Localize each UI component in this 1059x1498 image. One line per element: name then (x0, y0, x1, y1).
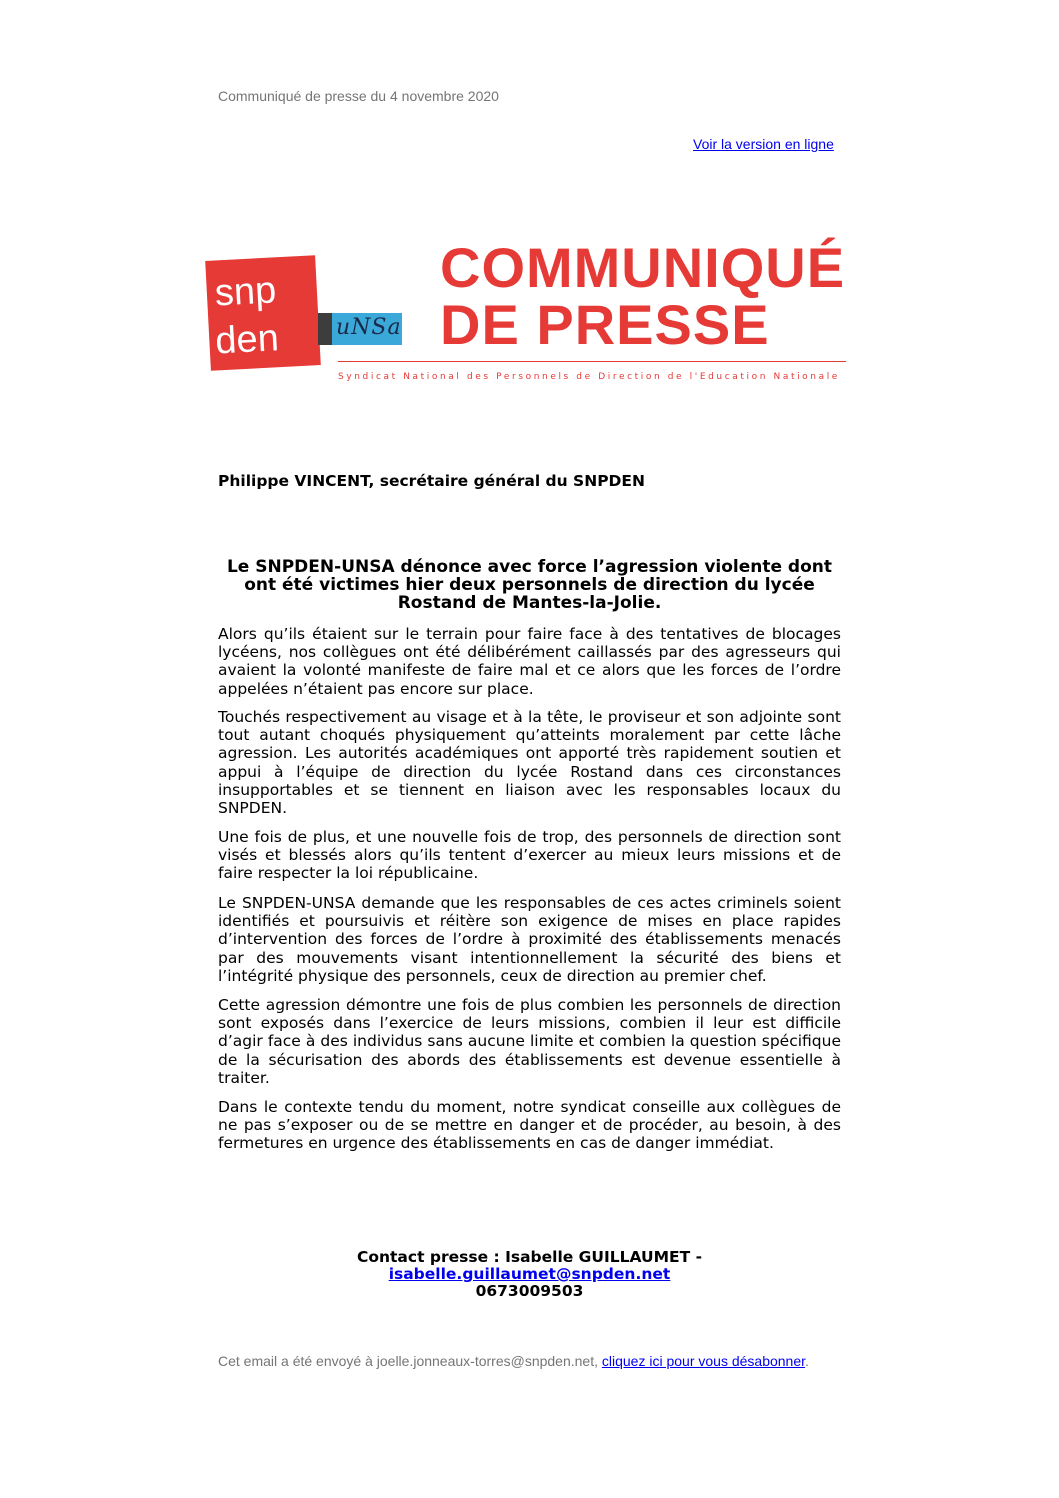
footer-end: . (805, 1353, 809, 1369)
contact-email-link[interactable]: isabelle.guillaumet@snpden.net (388, 1265, 671, 1283)
press-contact (218, 1249, 841, 1300)
banner-tagline: Syndicat National des Personnels de Direction de l'Education Nationale (338, 372, 840, 382)
unsa-logo (318, 313, 418, 345)
snpden-logo (205, 255, 321, 371)
body-paragraph: Alors qu’ils étaient sur le terrain pour faire face à des tentatives de blocages lycéens, nos collègues ont été délibérément caillassés par des agresseurs qui avaient la volonté manifeste de faire mal et ce alors que les forces de l’ordre appelées n’étaient pas encore sur place. (218, 625, 841, 698)
author-line: Philippe VINCENT, secrétaire général du SNPDEN (218, 472, 645, 490)
body-paragraph: Touchés respectivement au visage et à la tête, le proviseur et son adjointe sont tout autant choqués physiquement qu’atteints moralement par cette lâche agression. Les autorités académiques ont apporté très rapidement soutien et appui à l’équipe de direction du lycée Rostand dans ces circonstances insupportables et se tiennent en liaison avec les responsables locaux du SNPDEN. (218, 708, 841, 818)
banner-divider (338, 361, 846, 362)
headline: Le SNPDEN-UNSA dénonce avec force l’agression violente dont ont été victimes hier deux personnels de direction du lycée Rostand de Mantes-la-Jolie. (226, 557, 833, 613)
unsubscribe-link[interactable]: cliquez ici pour vous désabonner (601, 1353, 806, 1369)
view-online-link[interactable]: Voir la version en ligne (693, 136, 834, 152)
contact-phone: 0673009503 (475, 1282, 584, 1300)
unsa-logo-text: uNSa (336, 315, 402, 340)
contact-label: Contact presse : Isabelle GUILLAUMET - (356, 1248, 703, 1266)
logo-snp-text: snp (213, 269, 278, 315)
banner-title-line1: COMMUNIQUÉ (440, 236, 846, 299)
body-paragraph: Une fois de plus, et une nouvelle fois de trop, des personnels de direction sont visés et blessés alors qu’ils tentent d’exercer au mieux leurs missions et de faire respecter la loi républicaine. (218, 828, 841, 883)
body-paragraph: Le SNPDEN-UNSA demande que les responsables de ces actes criminels soient identifiés et poursuivis et réitère son exigence de mises en place rapides d’intervention des forces de l’ordre à proximité des établissements menacés par des mouvements visant intentionnellement la sécurité des biens et l’intégrité physique des personnels, ceux de direction au premier chef. (218, 894, 841, 985)
banner-title-line2: DE PRESSE (440, 293, 770, 356)
body-paragraph: Dans le contexte tendu du moment, notre syndicat conseille aux collègues de ne pas s’exposer ou de se mettre en danger et de procéder, au besoin, à des fermetures en urgence des établissements en cas de danger immédiat. (218, 1098, 841, 1153)
press-release-date: Communiqué de presse du 4 novembre 2020 (218, 88, 499, 104)
unsa-dark-bar (318, 313, 332, 345)
email-footer (218, 1353, 809, 1369)
footer-text: Cet email a été envoyé à joelle.jonneaux-torres@snpden.net, (218, 1353, 602, 1369)
logo-den-text: den (214, 317, 280, 363)
body-paragraph: Cette agression démontre une fois de plus combien les personnels de direction sont exposés dans l’exercice de leurs missions, combien il leur est difficile d’agir face à des individus sans aucune limite et combien la question spécifique de la sécurisation des abords des établissements est devenue essentielle à traiter. (218, 996, 841, 1087)
